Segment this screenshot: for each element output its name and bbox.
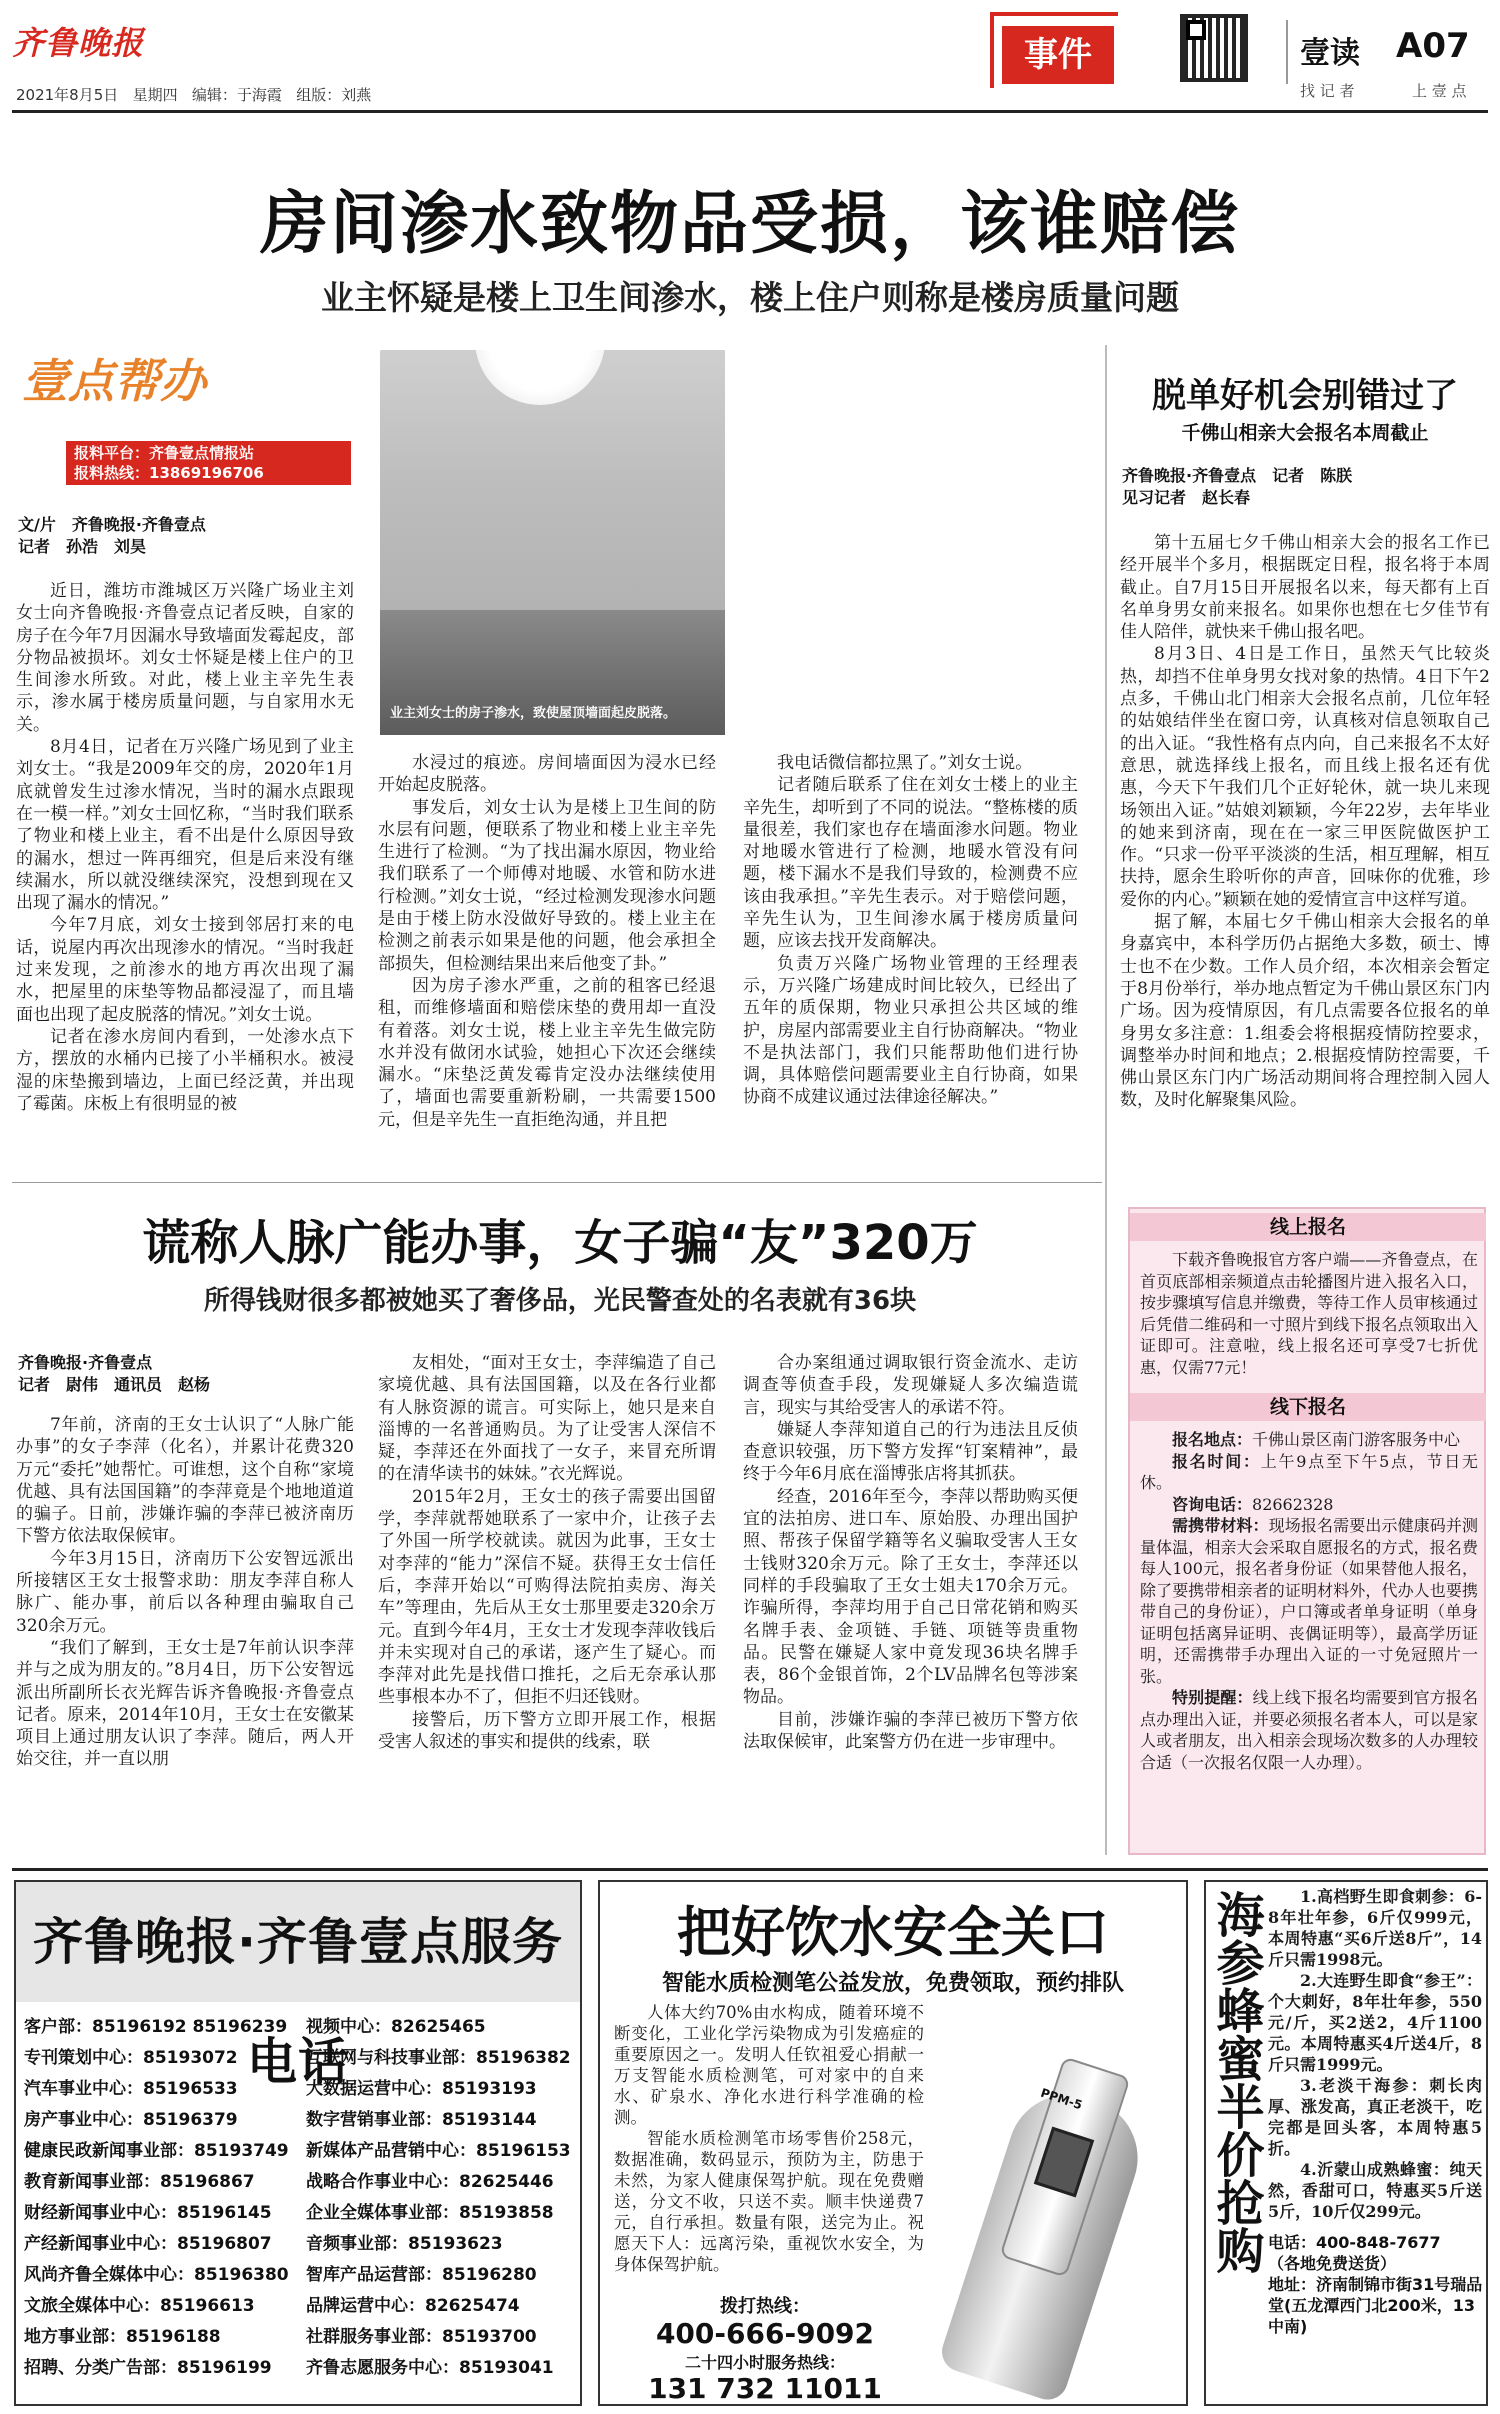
phone-entry: 齐鲁志愿服务中心：85193041 bbox=[306, 2358, 554, 2378]
story1-col3-top bbox=[743, 350, 1078, 746]
hotline-note: 二十四小时服务热线： bbox=[684, 2353, 845, 2372]
header-divider bbox=[1286, 20, 1288, 84]
story2-byline-reporters: 见习记者 赵长春 bbox=[1122, 488, 1251, 507]
online-signup-title: 线上报名 bbox=[1130, 1213, 1486, 1241]
column-name: 壹读 bbox=[1300, 36, 1360, 71]
story3-col2 bbox=[378, 1352, 716, 1859]
phone-entry: 音频事业部：85193623 bbox=[306, 2234, 503, 2254]
story1-headline: 房间渗水致物品受损，该谁赔偿 bbox=[259, 185, 1240, 264]
paragraph: 3.老淡干海参：刺长肉厚、涨发高，真正老淡干，吃完都是回头客，本周特惠5折。 bbox=[1268, 2076, 1482, 2158]
issue-weekday: 星期四 bbox=[132, 86, 178, 104]
hotline-number-2: 131 732 11011 bbox=[648, 2372, 882, 2405]
phone-entry: 企业全媒体事业部：85193858 bbox=[306, 2203, 554, 2223]
paragraph: 人体大约70%由水构成，随着环境不断变化，工业化学污染物成为引发癌症的重要原因之一。发明人任钦祖爱心捐献一万支智能水质检测笔，可对家中的自来水、矿泉水、净化水进行科学准确的检测。 bbox=[614, 2003, 924, 2127]
off-need: 现场报名需要出示健康码并测量体温，相亲大会采取自愿报名的方式，报名费每人100元，报名者身份证（如果替他人报名，除了要携带相亲者的证明材料外，代办人也要携带自己的身份证），户口簿或者单身证明（单身证明包括离异证明、丧偶证明等），最高学历证明，还需携带手办理出入证的一寸免冠照片一张。 bbox=[1140, 1516, 1478, 1686]
story1-photo bbox=[380, 350, 725, 735]
brand-hotline: 报料热线：13869196706 bbox=[74, 464, 264, 482]
off-addr: 千佛山景区南门游客服务中心 bbox=[1252, 1430, 1461, 1449]
paragraph: 记者随后联系了住在刘女士楼上的业主辛先生，却听到了不同的说法。“整栋楼的质量很差，我们家也存在墙面渗水问题。物业对地暖水管进行了检测，地暖水管没有问题，楼下漏水不是我们导致的，检测费不应该由我承担。”辛先生表示。对于赔偿问题，辛先生认为，卫生间渗水属于楼房质量问题，应该去找开发商解决。 bbox=[743, 775, 1078, 952]
story1-byline bbox=[18, 514, 358, 558]
paragraph: 记者在渗水房间内看到，一处渗水点下方，摆放的水桶内已接了小半桶积水。被浸湿的床垫搬到墙边，上面已经泛黄，并出现了霉菌。床板上有很明显的被 bbox=[16, 1026, 354, 1114]
paragraph: 8月3日、4日是工作日，虽然天气比较炎热，却挡不住单身男女找对象的热情。4日下午2点多，千佛山北门相亲大会报名点前，几位年轻的姑娘结伴坐在窗口旁，认真核对信息领取自己的出入证。“我性格有点内向，自己来报名不太好意思，就选择线上报名，而且线上报名还有优惠，今天下午我们几个正好轮休，就一块儿来现场领出入证。”姑娘刘颖颖，今年22岁，去年毕业的她来到济南，现在在一家三甲医院做医护工作。“只求一份平平淡淡的生活，相互理解，相互扶持，愿余生聆听你的声音，回味你的优雅，珍爱你的内心。”颖颖在她的爱情宣言中这样写道。 bbox=[1120, 644, 1490, 910]
phone-entry: 大数据运营中心：85193193 bbox=[306, 2079, 537, 2099]
masthead-rule bbox=[12, 110, 1488, 113]
paragraph: “我们了解到，王女士是7年前认识李萍并与之成为朋友的。”8月4日，历下公安智远派出所副所长衣光辉告诉齐鲁晚报·齐鲁壹点记者。原来，2014年10月，王女士在安徽某项目上通过朋友认识了李萍。随后，两人开始交往，并一直以朋 bbox=[16, 1637, 354, 1770]
phone-ad bbox=[14, 1880, 582, 2406]
phone-entry: 互联网与科技事业部：85196382 bbox=[306, 2048, 571, 2068]
phone-entry: 专刊策划中心：85193072 bbox=[24, 2048, 238, 2068]
paragraph: 7年前，济南的王女士认识了“人脉广能办事”的女子李萍（化名），并累计花费320万元“委托”她帮忙。可谁想，这个自称“家境优越、具有法国国籍”的李萍竟是个地地道道的骗子。日前，涉嫌诈骗的李萍已被济南历下警方依法取保候审。 bbox=[16, 1415, 354, 1547]
story1-col2 bbox=[378, 752, 716, 1160]
paragraph: 4.沂蒙山成熟蜂蜜：纯天然，香甜可口，特惠买5斤送5斤，10斤仅299元。 bbox=[1268, 2160, 1482, 2221]
phone-entry: 教育新闻事业部：85196867 bbox=[24, 2172, 255, 2192]
off-time: 上午9点至下午5点，节日无休。 bbox=[1140, 1451, 1478, 1492]
water-ad-title: 把好饮水安全关口 bbox=[677, 1901, 1109, 1964]
phone-list-right bbox=[306, 2012, 581, 2384]
phone-entry: 文旅全媒体中心：85196613 bbox=[24, 2296, 255, 2316]
off-tip: 线上线下报名均需要到官方报名点办理出入证，并要必须报名者本人，可以是家人或者朋友，出入相亲会现场次数多的人办理较合适（一次报名仅限一人办理）。 bbox=[1140, 1688, 1478, 1772]
story1-byline-source: 文/片 齐鲁晚报·齐鲁壹点 bbox=[18, 515, 206, 534]
phone-entry: 汽车事业中心：85196533 bbox=[24, 2079, 238, 2099]
seafood-tel: 电话：400-848-7677 bbox=[1268, 2233, 1441, 2252]
masthead-info bbox=[16, 84, 371, 105]
story2-byline bbox=[1122, 465, 1488, 509]
page-number: A07 bbox=[1396, 26, 1470, 66]
phone-entry: 地方事业部：85196188 bbox=[24, 2327, 221, 2347]
ads-rule bbox=[12, 1868, 1488, 1871]
paragraph: 接警后，历下警方立即开展工作，根据受害人叙述的事实和提供的线索，联 bbox=[378, 1709, 716, 1753]
seafood-contact bbox=[1268, 2232, 1484, 2337]
off-addr-label: 报名地点： bbox=[1172, 1430, 1253, 1449]
off-tip-label: 特别提醒： bbox=[1172, 1688, 1253, 1707]
water-hotline bbox=[600, 2292, 930, 2405]
offline-signup-details bbox=[1140, 1429, 1478, 1849]
paragraph: 合办案组通过调取银行资金流水、走访调查等侦查手段，发现嫌疑人多次编造谎言，现实与其给受害人的承诺不符。 bbox=[743, 1353, 1078, 1418]
story3-byline-source: 齐鲁晚报·齐鲁壹点 bbox=[18, 1353, 153, 1372]
signup-box bbox=[1128, 1207, 1486, 1855]
story1-col1 bbox=[16, 580, 354, 1160]
off-need-label: 需携带材料： bbox=[1172, 1516, 1269, 1535]
paragraph: 嫌疑人李萍知道自己的行为违法且反侦查意识较强，历下警方发挥“钉案精神”，最终于今年6月底在淄博张店将其抓获。 bbox=[743, 1419, 1078, 1485]
hotline-label: 拨打热线： bbox=[720, 2296, 810, 2317]
story1-byline-reporters: 记者 孙浩 刘昊 bbox=[18, 537, 147, 556]
story3-col1 bbox=[16, 1414, 354, 1859]
paragraph: 目前，涉嫌诈骗的李萍已被历下警方依法取保候审，此案警方仍在进一步审理中。 bbox=[743, 1709, 1078, 1753]
paragraph: 今年7月底，刘女士接到邻居打来的电话，说屋内再次出现渗水的情况。“当时我赶过来发现，之前渗水的地方再次出现了漏水，把屋里的床垫等物品都浸湿了，而且墙面也出现了起皮脱落的情况。”刘女士说。 bbox=[16, 915, 354, 1025]
phone-entry: 客户部：85196192 85196239 bbox=[24, 2017, 288, 2037]
phone-entry: 房产事业中心：85196379 bbox=[24, 2110, 238, 2130]
paragraph: 事发后，刘女士认为是楼上卫生间的防水层有问题，便联系了物业和楼上业主辛先生进行了检测。“为了找出漏水原因，物业给我们联系了一个师傅对地暖、水管和防水进行检测。”刘女士说，“经过检测发现渗水问题是由于楼上防水没做好导致的。楼上业主在检测之前表示如果是他的问题，他会承担全部损失，但检测结果出来后他变了卦。” bbox=[378, 797, 716, 974]
paragraph: 因为房子渗水严重，之前的租客已经退租，而维修墙面和赔偿床垫的费用却一直没有着落。刘女士说，楼上业主辛先生做完防水并没有做闭水试验，她担心下次还会继续漏水。“床垫泛黄发霉肯定没办法继续使用了，墙面也需要重新粉刷，一共需要1500元，但是辛先生一直拒绝沟通，并且把 bbox=[378, 975, 716, 1130]
paragraph: 第十五届七夕千佛山相亲大会的报名工作已经开展半个多月，根据既定日程，报名将于本周截止。自7月15日开展报名以来，每天都有上百名单身男女前来报名。如果你也想在七夕佳节有佳人陪伴，就快来千佛山报名吧。 bbox=[1120, 533, 1490, 643]
seafood-delivery: （各地免费送货） bbox=[1268, 2254, 1397, 2273]
paragraph: 近日，潍坊市潍城区万兴隆广场业主刘女士向齐鲁晚报·齐鲁壹点记者反映，自家的房子在今年7月因漏水导致墙面发霉起皮，部分物品被损坏。刘女士怀疑是楼上住户的卫生间渗水所致。对此，楼上业主辛先生表示，渗水属于楼房质量问题，与自家用水无关。 bbox=[16, 581, 354, 735]
story3-col3 bbox=[743, 1352, 1078, 1859]
phone-entry: 健康民政新闻事业部：85193749 bbox=[24, 2141, 289, 2161]
paragraph: 今年3月15日，济南历下公安智远派出所接辖区王女士报警求助：朋友李萍自称人脉广、能办事，前后以各种理由骗取自己320余万元。 bbox=[16, 1548, 354, 1636]
seafood-ad bbox=[1204, 1880, 1488, 2406]
story2-subhead: 千佛山相亲大会报名本周截止 bbox=[1181, 422, 1429, 444]
phone-entry: 品牌运营中心：82625474 bbox=[306, 2296, 520, 2316]
phone-entry: 战略合作事业中心：82625446 bbox=[306, 2172, 554, 2192]
story2-byline-source: 齐鲁晚报·齐鲁壹点 记者 陈朕 bbox=[1122, 466, 1353, 485]
story2-body bbox=[1120, 532, 1490, 1202]
seafood-ad-body bbox=[1268, 1886, 1482, 2231]
phone-entry: 财经新闻事业中心：85196145 bbox=[24, 2203, 272, 2223]
section-bar bbox=[990, 12, 1118, 16]
column-divider bbox=[1105, 345, 1107, 1855]
water-pen-image bbox=[940, 2022, 1180, 2402]
paragraph: 我电话微信都拉黑了。”刘女士说。 bbox=[777, 753, 1033, 773]
phone-entry: 风尚齐鲁全媒体中心：85196380 bbox=[24, 2265, 289, 2285]
section-bar-side bbox=[990, 12, 994, 88]
phone-entry: 新媒体产品营销中心：85196153 bbox=[306, 2141, 571, 2161]
story1-subhead: 业主怀疑是楼上卫生间渗水，楼上住户则称是楼房质量问题 bbox=[321, 278, 1179, 317]
phone-entry: 智库产品运营部：85196280 bbox=[306, 2265, 537, 2285]
paragraph: 下载齐鲁晚报官方客户端——齐鲁壹点，在首页底部相亲频道点击轮播图片进入报名入口，按步骤填写信息并缴费，等待工作人员审核通过后凭借二维码和一寸照片到线下报名点领取出入证即可。注意啦，线上报名还可享受7七折优惠，仅需77元！ bbox=[1140, 1250, 1478, 1377]
phone-entry: 招聘、分类广告部：85196199 bbox=[24, 2358, 272, 2378]
brand-title: 壹点帮办 bbox=[22, 354, 206, 408]
phone-entry: 视频中心：82625465 bbox=[306, 2017, 486, 2037]
pen-model-label: PPM-5 bbox=[1038, 2085, 1084, 2113]
paragraph: 水浸过的痕迹。房间墙面因为浸水已经开始起皮脱落。 bbox=[378, 753, 716, 796]
photo-caption: 业主刘女士的房子渗水，致使屋顶墙面起皮脱落。 bbox=[390, 706, 677, 721]
seafood-ad-title: 海参蜂蜜半价抢购 bbox=[1208, 1890, 1264, 2274]
paragraph: 2.大连野生即食“参王”：个大刺好，8年壮年参，550元/斤，买2送2，4斤1100元。本周特惠买4斤送4斤，8斤只需1999元。 bbox=[1268, 1971, 1482, 2074]
phone-list-left bbox=[24, 2012, 314, 2384]
slogan-right: 上 壹 点 bbox=[1412, 82, 1467, 100]
editor-credit: 编辑：于海霞 bbox=[191, 86, 282, 104]
water-ad bbox=[598, 1880, 1188, 2406]
phone-entry: 数字营销事业部：85193144 bbox=[306, 2110, 537, 2130]
layout-credit: 组版：刘燕 bbox=[296, 86, 372, 104]
phone-entry: 社群服务事业部：85193700 bbox=[306, 2327, 537, 2347]
paragraph: 智能水质检测笔市场零售价258元，数据准确，数码显示，预防为主，防患于未然，为家人健康保驾护航。现在免费赠送，分文不收，只送不卖。顺丰快递费7元，自行承担。数量有限，送完为止。祝愿天下人：远离污染，重视饮水安全，为身体保驾护航。 bbox=[614, 2129, 924, 2274]
masthead-logo: 齐鲁晚报 bbox=[12, 24, 145, 62]
qr-corner bbox=[1186, 20, 1206, 40]
section-tag: 事件 bbox=[1002, 26, 1114, 84]
off-tel-label: 咨询电话： bbox=[1172, 1494, 1253, 1514]
water-ad-subtitle: 智能水质检测笔公益发放，免费领取，预约排队 bbox=[661, 1971, 1124, 1996]
paragraph: 8月4日，记者在万兴隆广场见到了业主刘女士。“我是2009年交的房，2020年1月底就曾发生过渗水情况，当时的漏水点跟现在一模一样。”刘女士回忆称，“当时我们联系了物业和楼上业主，看不出是什么原因导致的漏水，想过一阵再细究，但是后来没有继续漏水，所以就没继续深究，没想到现在又出现了漏水的情况。” bbox=[16, 737, 354, 914]
slogan-left: 找 记 者 bbox=[1300, 82, 1355, 100]
paragraph: 友相处，“面对王女士，李萍编造了自己家境优越、具有法国国籍，以及在各行业都有人脉资源的谎言。可实际上，她只是来自淄博的一名普通购员。为了让受害人深信不疑，李萍还在外面找了一女子，来冒充所谓的在清华读书的妹妹。”衣光辉说。 bbox=[378, 1353, 716, 1485]
water-ad-body bbox=[614, 2002, 924, 2292]
story3-byline-reporters: 记者 尉伟 通讯员 赵杨 bbox=[18, 1375, 211, 1394]
off-time-label: 报名时间： bbox=[1172, 1451, 1261, 1471]
story2-headline: 脱单好机会别错过了 bbox=[1152, 376, 1458, 416]
brand-banner bbox=[16, 345, 361, 485]
story3-byline bbox=[18, 1352, 358, 1396]
paragraph: 负责万兴隆广场物业管理的王经理表示，万兴隆广场建成时间比较久，已经出了五年的质保期，物业只承担公共区域的维护，房屋内部需要业主自行协商解决。“物业不是执法部门，我们只能帮助他们进行协调，具体赔偿问题需要业主自行协商，如果协商不成建议通过法律途径解决。” bbox=[743, 953, 1078, 1108]
seafood-address: 地址：济南制锦市街31号瑞品堂(五龙潭西门北200米，13中南) bbox=[1268, 2275, 1483, 2336]
paragraph: 1.高档野生即食刺参：6-8年壮年参，6斤仅999元，本周特惠“买6斤送8斤”，14斤只需1998元。 bbox=[1268, 1887, 1482, 1969]
paragraph: 经查，2016年至今，李萍以帮助购买便宜的法拍房、进口车、原始股、办理出国护照、帮孩子保留学籍等名义骗取受害人王女士钱财320余万元。除了王女士，李萍还以同样的手段骗取了王女士姐夫170余万元。诈骗所得，李萍均用于自己日常花销和购买名牌手表、金项链、手链、项链等贵重物品。民警在嫌疑人家中竟发现36块名牌手表，86个金银首饰，2个LV品牌名包等涉案物品。 bbox=[743, 1486, 1078, 1708]
offline-signup-title: 线下报名 bbox=[1130, 1393, 1486, 1421]
off-tel: 82662328 bbox=[1252, 1494, 1334, 1514]
hotline-number-1: 400-666-9092 bbox=[655, 2317, 875, 2350]
story3-subhead: 所得钱财很多都被她买了奢侈品，光民警查处的名表就有36块 bbox=[203, 1286, 917, 1316]
phone-entry: 产经新闻事业中心：85196807 bbox=[24, 2234, 272, 2254]
story1-col3 bbox=[743, 752, 1078, 1160]
paragraph: 2015年2月，王女士的孩子需要出国留学，李萍就帮她联系了一家中介，让孩子去了外国一所学校就读。就因为此事，王女士对李萍的“能力”深信不疑。获得王女士信任后，李萍开始以“可购得法院拍卖房、海关车”等理由，先后从王女士那里要走320余万元。直到今年4月，王女士才发现李萍收钱后并未实现对自己的承诺，逐产生了疑心。而李萍对此先是找借口推托，之后无奈承认那些事根本办不了，但拒不归还钱财。 bbox=[378, 1486, 716, 1708]
story-separator bbox=[12, 1182, 1102, 1183]
story3-headline: 谎称人脉广能办事，女子骗“友”320万 bbox=[142, 1215, 978, 1271]
brand-platform: 报料平台：齐鲁壹点情报站 bbox=[74, 444, 255, 462]
issue-date: 2021年8月5日 bbox=[16, 86, 119, 104]
paragraph: 据了解，本届七夕千佛山相亲大会报名的单身嘉宾中，本科学历仍占据绝大多数，硕士、博士也不在少数。工作人员介绍，本次相亲会暂定于8月份举行，举办地点暂定为千佛山景区东门内广场。因为疫情原因，有几点需要各位报名的单身男女多注意：1.组委会将根据疫情防控要求，调整举办时间和地点；2.根据疫情防控需要，千佛山景区东门内广场活动期间将合理控制入园人数，及时化解聚集风险。 bbox=[1120, 912, 1490, 1111]
phone-ad-title: 齐鲁晚报·齐鲁壹点服务电话 bbox=[16, 1882, 580, 2002]
